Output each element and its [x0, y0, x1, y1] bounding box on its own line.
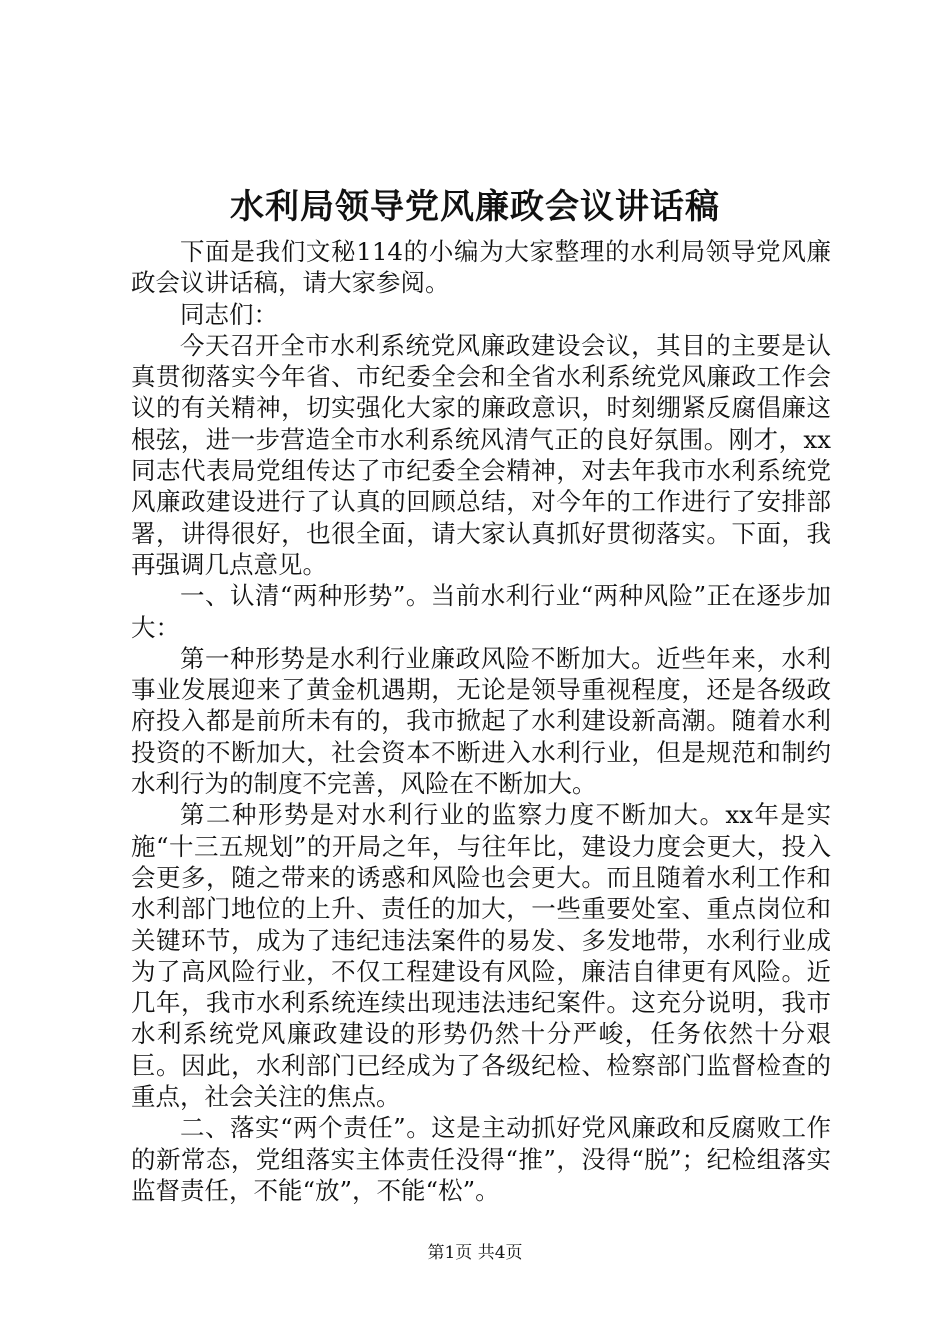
- document-title: 水利局领导党风廉政会议讲话稿: [230, 187, 720, 227]
- paragraph-second-situation: 第二种形势是对水利行业的监察力度不断加大。xx年是实施“十三五规划”的开局之年，与往年比，建设力度会更大，投入会更多，随之带来的诱惑和风险也会更大。而且随着水利工作和水利部门地位的上升、责任的加大，一些重要处室、重点岗位和关键环节，成为了违纪违法案件的易发、多发地带，水利行业成为了高风险行业，不仅工程建设有风险，廉洁自律更有风险。近几年，我市水利系统连续出现违法违纪案件。这充分说明，我市水利系统党风廉政建设的形势仍然十分严峻，任务依然十分艰巨。因此，水利部门已经成为了各级纪检、检察部门监督检查的重点，社会关注的焦点。: [131, 800, 831, 1112]
- paragraph-opening: 今天召开全市水利系统党风廉政建设会议，其目的主要是认真贯彻落实今年省、市纪委全会和全省水利系统党风廉政工作会议的有关精神，切实强化大家的廉政意识，时刻绷紧反腐倡廉这根弦，进一步营造全市水利系统风清气正的良好氛围。刚才，xx同志代表局党组传达了市纪委全会精神，对去年我市水利系统党风廉政建设进行了认真的回顾总结，对今年的工作进行了安排部署，讲得很好，也很全面，请大家认真抓好贯彻落实。下面，我再强调几点意见。: [131, 330, 831, 579]
- paragraph-section-two-heading: 二、落实“两个责任”。这是主动抓好党风廉政和反腐败工作的新常态，党组落实主体责任没得“推”，没得“脱”；纪检组落实监督责任，不能“放”，不能“松”。: [131, 1113, 831, 1205]
- page-footer: 第1页 共4页: [427, 1243, 523, 1263]
- paragraph-salutation: 同志们：: [180, 299, 278, 329]
- paragraph-first-situation: 第一种形势是水利行业廉政风险不断加大。近些年来，水利事业发展迎来了黄金机遇期，无论是领导重视程度，还是各级政府投入都是前所未有的，我市掀起了水利建设新高潮。随着水利投资的不断加大，社会资本不断进入水利行业，但是规范和制约水利行为的制度不完善，风险在不断加大。: [131, 643, 831, 799]
- document-body: [131, 236, 831, 1206]
- paragraph-intro: 下面是我们文秘114的小编为大家整理的水利局领导党风廉政会议讲话稿，请大家参阅。: [131, 237, 831, 298]
- paragraph-section-one-heading: 一、认清“两种形势”。当前水利行业“两种风险”正在逐步加大：: [131, 581, 831, 642]
